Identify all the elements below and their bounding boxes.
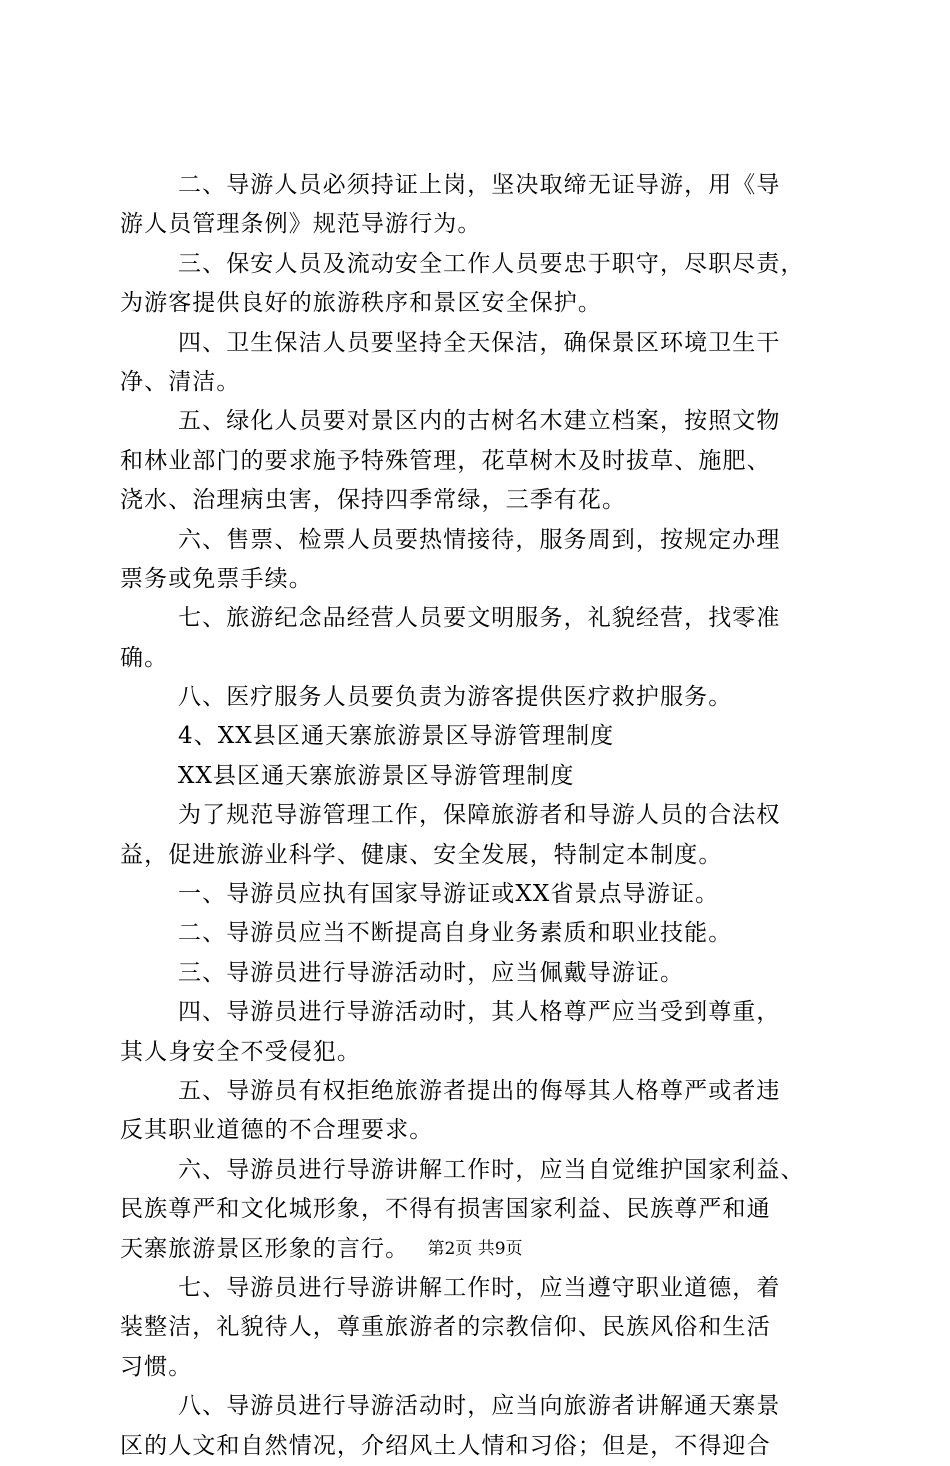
text-line: 八、医疗服务人员要负责为游客提供医疗救护服务。 bbox=[178, 684, 733, 711]
text-line: 益，促进旅游业科学、健康、安全发展，特制定本制度。 bbox=[120, 841, 723, 868]
text-line: 游人员管理条例》规范导游行为。 bbox=[120, 211, 482, 238]
text-line: 七、导游员进行导游讲解工作时，应当遵守职业道德，着 bbox=[178, 1274, 781, 1301]
text-line: 五、导游员有权拒绝旅游者提出的侮辱其人格尊严或者违 bbox=[178, 1077, 781, 1104]
text-line: 4、XX县区通天寨旅游景区导游管理制度 bbox=[178, 723, 615, 750]
text-line: 反其职业道德的不合理要求。 bbox=[120, 1117, 434, 1144]
text-line: 二、导游人员必须持证上岗，坚决取缔无证导游，用《导 bbox=[178, 172, 781, 198]
text-line: 七、旅游纪念品经营人员要文明服务，礼貌经营，找零准 bbox=[178, 605, 781, 632]
text-line: XX县区通天寨旅游景区导游管理制度 bbox=[178, 762, 575, 789]
text-line: 四、导游员进行导游活动时，其人格尊严应当受到尊重， bbox=[178, 999, 781, 1026]
text-line: 天寨旅游景区形象的言行。 bbox=[120, 1235, 410, 1262]
text-line: 八、导游员进行导游活动时，应当向旅游者讲解通天寨景 bbox=[178, 1393, 781, 1420]
text-line: 三、保安人员及流动安全工作人员要忠于职守，尽职尽责， bbox=[178, 250, 805, 277]
document-body bbox=[120, 166, 832, 1466]
text-line: 区的人文和自然情况，介绍风土人情和习俗；但是，不得迎合 bbox=[120, 1432, 771, 1459]
text-line: 净、清洁。 bbox=[120, 368, 241, 395]
text-line: 浇水、治理病虫害，保持四季常绿，三季有花。 bbox=[120, 487, 627, 514]
text-line: 五、绿化人员要对景区内的古树名木建立档案，按照文物 bbox=[178, 408, 781, 435]
text-line: 和林业部门的要求施予特殊管理，花草树木及时拔草、施肥、 bbox=[120, 447, 771, 474]
text-line: 票务或免票手续。 bbox=[120, 565, 313, 592]
text-line: 装整洁，礼貌待人，尊重旅游者的宗教信仰、民族风俗和生活 bbox=[120, 1314, 771, 1341]
text-line: 四、卫生保洁人员要坚持全天保洁，确保景区环境卫生干 bbox=[178, 329, 781, 356]
text-line: 一、导游员应执有国家导游证或XX省景点导游证。 bbox=[178, 881, 720, 908]
text-line: 其人身安全不受侵犯。 bbox=[120, 1038, 361, 1065]
text-line: 为了规范导游管理工作，保障旅游者和导游人员的合法权 bbox=[178, 802, 781, 829]
text-line: 确。 bbox=[120, 644, 169, 671]
text-line: 为游客提供良好的旅游秩序和景区安全保护。 bbox=[120, 290, 602, 317]
text-line: 二、导游员应当不断提高自身业务素质和职业技能。 bbox=[178, 920, 733, 947]
text-line: 六、导游员进行导游讲解工作时，应当自觉维护国家利益、 bbox=[178, 1156, 805, 1183]
text-line: 民族尊严和文化城形象，不得有损害国家利益、民族尊严和通 bbox=[120, 1196, 771, 1223]
text-line: 六、售票、检票人员要热情接待，服务周到，按规定办理 bbox=[178, 526, 781, 553]
text-line: 习惯。 bbox=[120, 1353, 193, 1380]
text-line: 三、导游员进行导游活动时，应当佩戴导游证。 bbox=[178, 959, 685, 986]
page-footer: 第2页 共9页 bbox=[427, 1239, 523, 1259]
